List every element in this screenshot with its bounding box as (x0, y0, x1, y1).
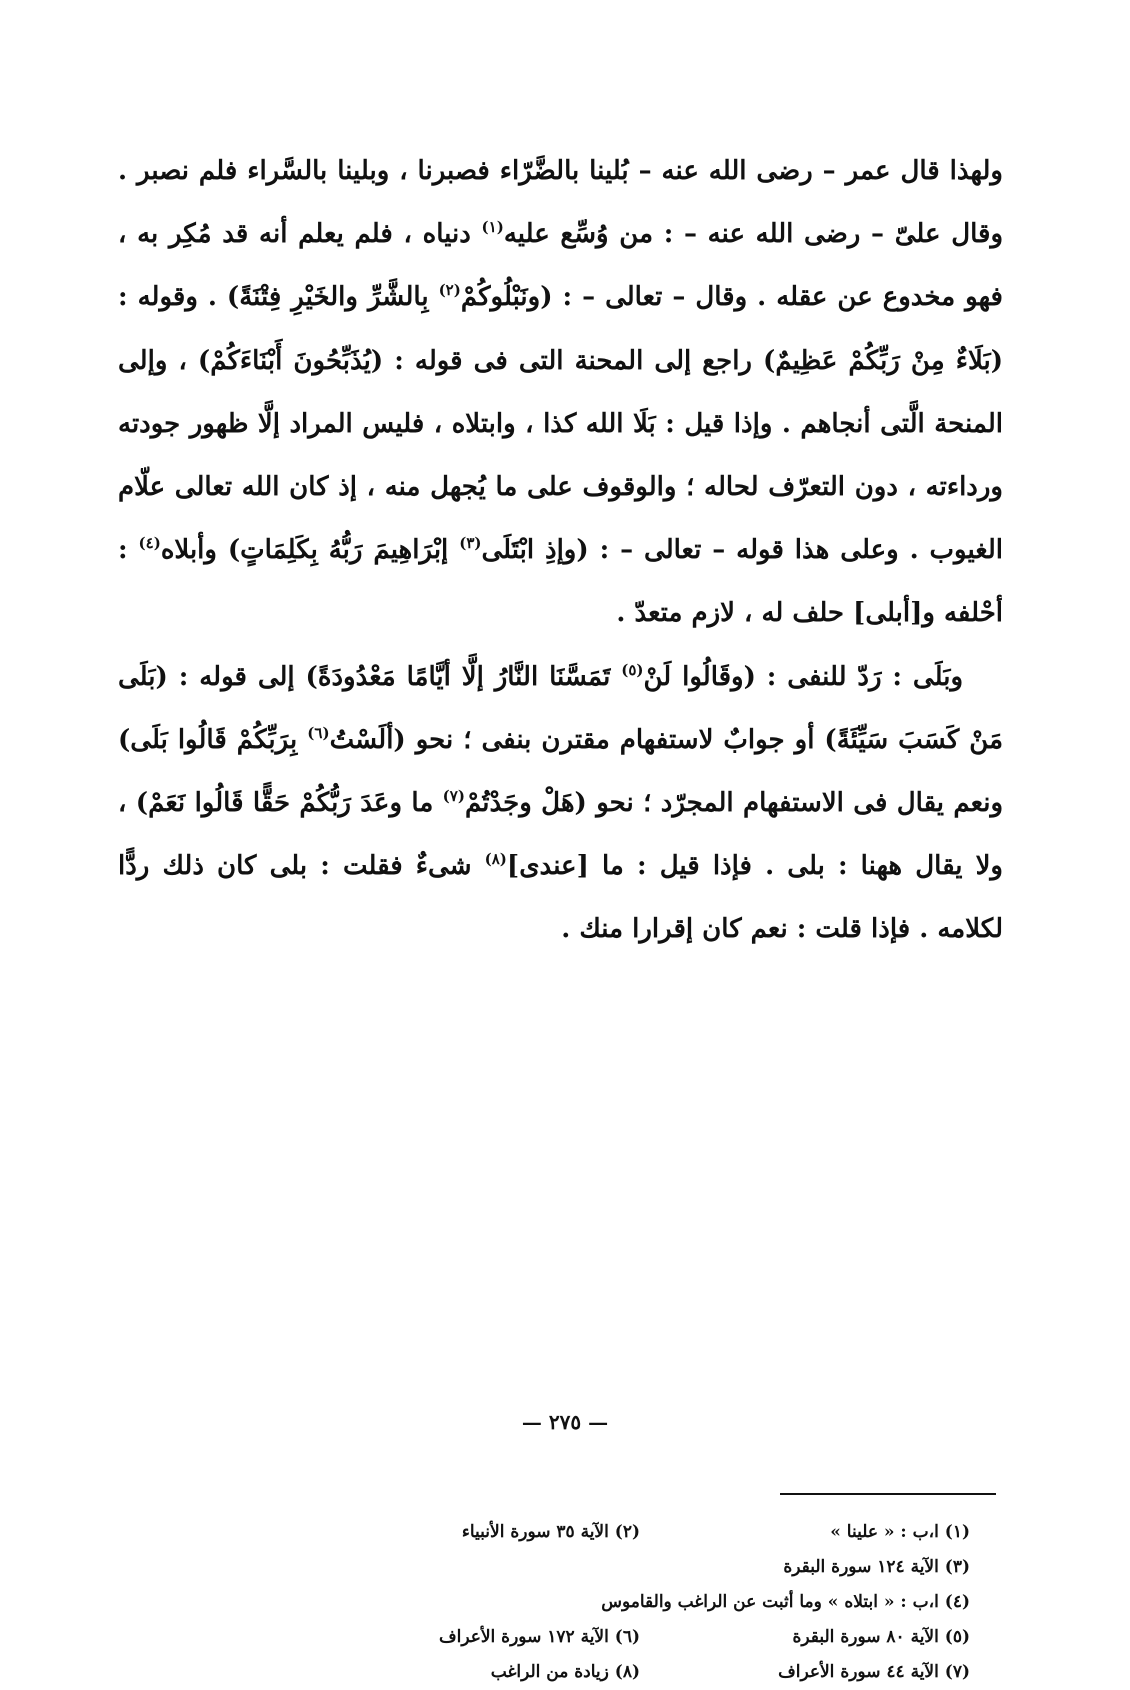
footnote-number: (٤) (944, 1592, 970, 1612)
footnote (310, 1515, 640, 1550)
footnote-divider (780, 1493, 996, 1495)
paragraph (118, 140, 1003, 646)
footnotes (225, 1515, 970, 1690)
footnote (225, 1585, 970, 1620)
text-segment: دنياه ، فلم يعلم أنه قد مُكِر به ، فهو مخدوع عن عقله . وقال – تعالى – : (ونَبْلُوكُمْ (118, 219, 1003, 313)
text-segment: وبَلَى : رَدّ للنفى : (وقَالُوا لَنْ (643, 661, 963, 692)
footnote (640, 1550, 970, 1585)
footnote-number: (٧) (944, 1662, 970, 1682)
footnote-reference: (٤) (138, 534, 161, 553)
footnote-reference: (٣) (459, 534, 482, 553)
footnote-text: الآية ٤٤ سورة الأعراف (778, 1662, 939, 1682)
footnote-row (225, 1550, 970, 1585)
footnote-text: زيادة من الراغب (490, 1662, 609, 1682)
footnote-row (225, 1655, 970, 1690)
page-number: — ٢٧٥ — (521, 1410, 609, 1434)
footnote-number: (٦) (614, 1627, 640, 1647)
text-segment: ما وعَدَ رَبُّكُمْ حَقًّا قَالُوا نَعَمْ) ، ولا يقال ههنا : بلى . فإذا قيل : ما [عندى] (118, 788, 1003, 882)
footnote-row (225, 1620, 970, 1655)
footnote-number: (١) (944, 1522, 970, 1542)
footnote-reference: (٢) (438, 281, 461, 300)
footnote-text: الآية ١٧٢ سورة الأعراف (438, 1627, 609, 1647)
footnote-reference: (٥) (621, 660, 644, 679)
footnote-number: (٣) (944, 1557, 970, 1577)
main-text (118, 140, 1003, 962)
footnote (310, 1620, 640, 1655)
text-segment: إبْرَاهِيمَ رَبُّهُ بِكَلِمَاتٍ) وأبلاه (160, 535, 460, 566)
footnote-reference: (٦) (307, 723, 330, 742)
paragraph (118, 646, 1003, 962)
footnote-reference: (٧) (442, 787, 465, 806)
footnote-number: (٨) (614, 1662, 640, 1682)
footnote-text: الآية ٣٥ سورة الأنبياء (461, 1522, 609, 1542)
text-segment: ولهذا قال عمر – رضى الله عنه – بُلينا بالضَّرّاء فصبرنا ، وبلينا بالسَّراء فلم نصبر . وقال علىّ – رضى الله عنه – : من وُسِّع عليه (118, 156, 1004, 250)
footnote-number: (٢) (614, 1522, 640, 1542)
footnote-text: ا،ب : « علينا » (830, 1522, 939, 1542)
text-segment: بِرَبِّكُمْ قَالُوا بَلَى) ونعم يقال فى الاستفهام المجرّد ؛ نحو (هَلْ وجَدْتُمْ (118, 724, 1004, 819)
footnote-reference: (١) (481, 218, 504, 237)
text-segment: تَمَسَّنَا النَّارُ إلَّا أيَّامًا مَعْدُودَةً) إلى قوله : (بَلَى مَنْ كَسَبَ سَيِّئَةً) أو جوابٌ لاستفهام مقترن بنفى ؛ نحو (ألَسْتُ (118, 661, 1004, 755)
text-segment: شىءٌ فقلت : بلى كان ذلك ردًّا لكلامه . فإذا قلت : نعم كان إقرارا منك . (118, 851, 1003, 945)
footnote (640, 1620, 970, 1655)
footnote-text: ا،ب : « ابتلاه » وما أثبت عن الراغب والقاموس (601, 1592, 939, 1612)
footnote (640, 1515, 970, 1550)
footnote-row (225, 1515, 970, 1550)
footnote-row (225, 1585, 970, 1620)
footnote-number: (٥) (944, 1627, 970, 1647)
text-segment: : أحْلفه و[أبلى] حلف له ، لازم متعدّ . (118, 535, 1003, 629)
footnote (310, 1655, 640, 1690)
footnote-text: الآية ٨٠ سورة البقرة (792, 1627, 939, 1647)
footnote-reference: (٨) (484, 850, 507, 869)
text-segment: بِالشَّرِّ والخَيْرِ فِتْنَةً) . وقوله : (بَلَاءٌ مِنْ رَبِّكُمْ عَظِيمٌ) راجع إلى المحنة التى فى قوله : (يُذَبِّحُونَ أَبْنَاءَكُمْ) ، وإلى المنحة الَّتى أنجاهم . وإذا قيل : بَلَا الله كذا ، وابتلاه ، فليس المراد إلَّا ظهور جودته ورداءته ، دون التعرّف لحاله ؛ والوقوف على ما يُجهل منه ، إذ كان الله تعالى علّام الغيوب . وعلى هذا قوله – تعالى – : (وإذِ ابْتَلَى (118, 282, 1003, 566)
footnote (640, 1655, 970, 1690)
footnote-text: الآية ١٢٤ سورة البقرة (783, 1557, 939, 1577)
